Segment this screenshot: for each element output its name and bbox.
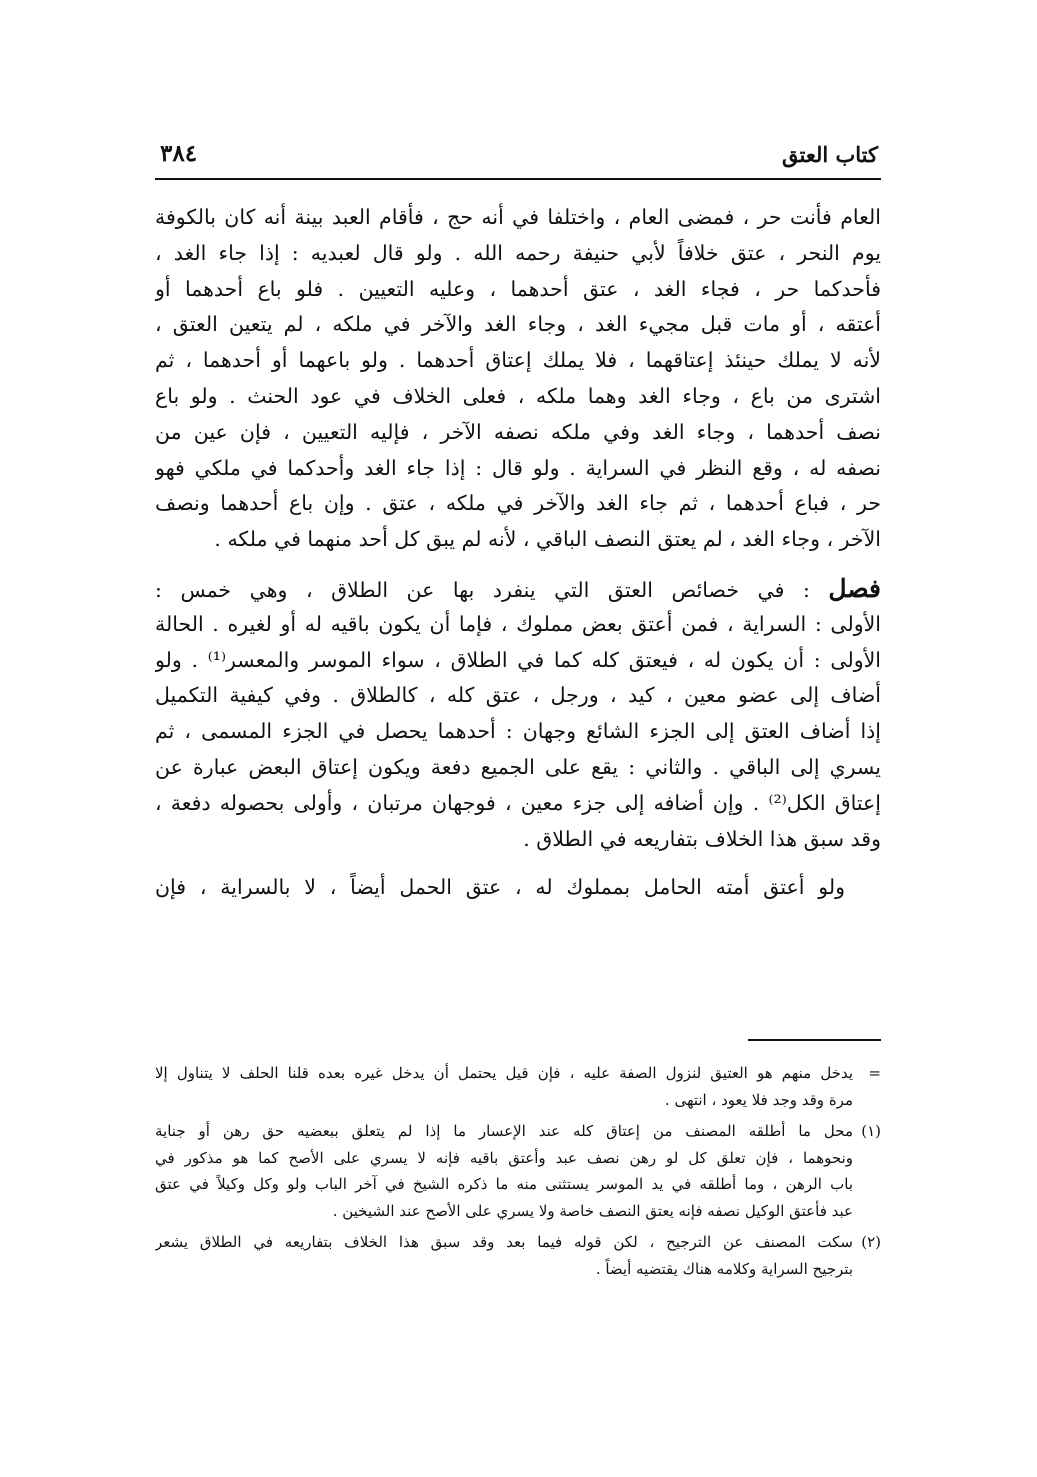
text-line: وقد سبق هذا الخلاف بتفاريعه في الطلاق . xyxy=(523,826,881,851)
text-line: حر ، فباع أحدهما ، ثم جاء الغد والآخر في ملكه ، عتق . وإن باع أحدهما ونصف xyxy=(155,491,881,516)
text-line: أضاف إلى عضو معين ، كيد ، ورجل ، عتق كله ، كالطلاق . وفي كيفية التكميل xyxy=(155,683,881,708)
main-text xyxy=(155,200,881,906)
text-line: إعتاق الكل⁽²⁾ . وإن أضافه إلى جزء معين ، فوجهان مرتبان ، وأولى بحصوله دفعة ، xyxy=(155,790,881,815)
footnote-line: ونحوهما ، فإن تعلق كل لو رهن نصف عبد وأعتق باقيه فإنه لا يسري على الأصح كما هو مذكور في xyxy=(155,1148,853,1167)
text-line: فأحدكما حر ، فجاء الغد ، عتق أحدهما ، وعليه التعيين . فلو باع أحدهما أو xyxy=(155,276,881,301)
footnote-1-marker: (١) xyxy=(861,1122,881,1140)
footnote-2-marker: (٢) xyxy=(861,1233,881,1251)
footnote-line: باب الرهن ، وما أطلقه في يد الموسر يستثنى منه ما ذكره الشيخ في آخر الباب ولو وكل وكيلاً في عتق xyxy=(155,1175,853,1193)
text-line: لأنه لا يملك حينئذ إعتاقهما ، فلا يملك إعتاق أحدهما . ولو باعهما أو أحدهما ، ثم xyxy=(155,348,881,373)
footnote-line: عبد فأعتق الوكيل نصفه فإنه يعتق النصف خاصة ولا يسري على الأصح عند الشيخين . xyxy=(332,1201,853,1220)
paragraph-3 xyxy=(155,870,881,906)
footnote-1 xyxy=(155,1118,881,1224)
footnote-separator xyxy=(748,1039,881,1041)
text-line: نصف أحدهما ، وجاء الغد وفي ملكه نصفه الآخر ، فإليه التعيين ، فإن عين من xyxy=(155,419,881,444)
page-number: ٣٨٤ xyxy=(160,140,198,167)
text-line: أعتقه ، أو مات قبل مجيء الغد ، وجاء الغد والآخر في ملكه ، لم يتعين العتق ، xyxy=(155,312,881,337)
text-line: يوم النحر ، عتق خلافاً لأبي حنيفة رحمه الله . ولو قال لعبديه : إذا جاء الغد ، xyxy=(155,240,881,265)
footnote-line: يدخل منهم هو العتيق لنزول الصفة عليه ، فإن قيل يحتمل أن يدخل غيره بعده قلنا الحلف لا يتناول إلا xyxy=(155,1064,853,1082)
text-line: العام فأنت حر ، فمضى العام ، واختلفا في أنه حج ، فأقام العبد بينة أنه كان بالكوفة xyxy=(155,205,881,229)
section-heading-text: : في خصائص العتق التي ينفرد بها عن الطلاق ، وهي خمس : xyxy=(155,577,810,602)
footnotes xyxy=(155,1060,881,1287)
section-heading-line xyxy=(155,571,881,607)
text-line: نصفه له ، وقع النظر في السراية . ولو قال : إذا جاء الغد وأحدكما في ملكي فهو xyxy=(155,455,881,480)
text-line: الأولى : أن يكون له ، فيعتق كله كما في الطلاق ، سواء الموسر والمعسر⁽¹⁾ . ولو xyxy=(155,647,881,672)
text-line: الأولى : السراية ، فمن أعتق بعض مملوك ، فإما أن يكون باقيه له أو لغيره . الحالة xyxy=(155,611,881,636)
paragraph-2 xyxy=(155,571,881,857)
footnote-line: محل ما أطلقه المصنف من إعتاق كله عند الإعسار ما إذا لم يتعلق ببعضيه حق رهن أو جناية xyxy=(155,1122,853,1140)
footnote-continuation-marker: = xyxy=(868,1064,881,1082)
footnote-2 xyxy=(155,1229,881,1282)
running-header-title: كتاب العتق xyxy=(781,142,878,167)
text-line: إذا أضاف العتق إلى الجزء الشائع وجهان : أحدهما يحصل في الجزء المسمى ، ثم xyxy=(155,719,881,744)
text-line: اشترى من باع ، وجاء الغد وهما ملكه ، فعلى الخلاف في عود الحنث . ولو باع xyxy=(155,383,881,408)
paragraph-spacer xyxy=(155,857,881,870)
section-label-fasl: فصل xyxy=(828,573,881,603)
paragraph-spacer xyxy=(155,558,881,571)
paragraph-1 xyxy=(155,200,881,558)
text-line: ولو أعتق أمته الحامل بمملوك له ، عتق الحمل أيضاً ، لا بالسراية ، فإن xyxy=(155,875,845,900)
footnote-line: مرة وقد وجد فلا يعود ، انتهى . xyxy=(664,1090,853,1109)
footnote-line: سكت المصنف عن الترجيح ، لكن قوله فيما بعد وقد سبق هذا الخلاف بتفاريعه في الطلاق يشعر xyxy=(155,1233,853,1251)
footnote-continuation xyxy=(155,1060,881,1113)
text-line: الآخر ، وجاء الغد ، لم يعتق النصف الباقي ، لأنه لم يبق كل أحد منهما في ملكه . xyxy=(214,527,881,552)
page-header xyxy=(160,140,878,176)
footnote-line: بترجيح السراية وكلامه هناك يقتضيه أيضاً . xyxy=(595,1259,853,1278)
text-line: يسري إلى الباقي . والثاني : يقع على الجميع دفعة ويكون إعتاق البعض عبارة عن xyxy=(155,754,881,779)
header-rule xyxy=(155,178,881,180)
